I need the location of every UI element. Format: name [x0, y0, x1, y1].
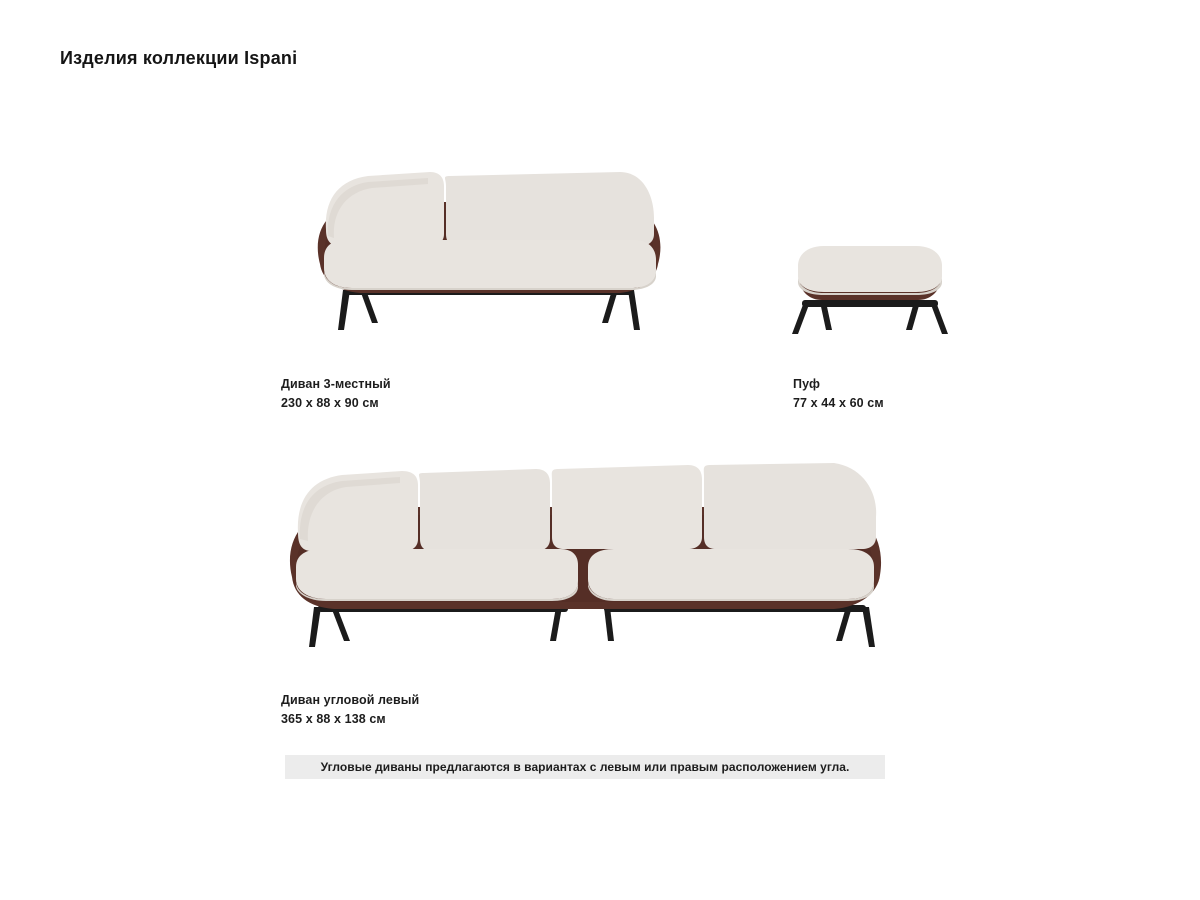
product-dimensions-pouf: 77 x 44 x 60 см [793, 396, 884, 410]
product-name-pouf: Пуф [793, 377, 821, 391]
caption-corner-sofa-left [281, 691, 419, 729]
product-name-corner-sofa-left: Диван угловой левый [281, 693, 420, 707]
page-title: Изделия коллекции Ispani [60, 48, 298, 68]
product-name-sofa-3-seat: Диван 3-местный [281, 377, 391, 391]
product-image-sofa-3-seat [268, 160, 708, 350]
product-image-pouf [780, 230, 970, 350]
product-dimensions-sofa-3-seat: 230 x 88 x 90 см [281, 396, 379, 410]
caption-pouf [793, 375, 884, 413]
product-image-corner-sofa-left [268, 455, 938, 665]
caption-sofa-3-seat [281, 375, 391, 413]
product-dimensions-corner-sofa-left: 365 x 88 x 138 см [281, 712, 386, 726]
note-text: Угловые диваны предлагаются в вариантах с левым или правым расположением угла. [320, 760, 850, 774]
note-bar [285, 755, 885, 779]
